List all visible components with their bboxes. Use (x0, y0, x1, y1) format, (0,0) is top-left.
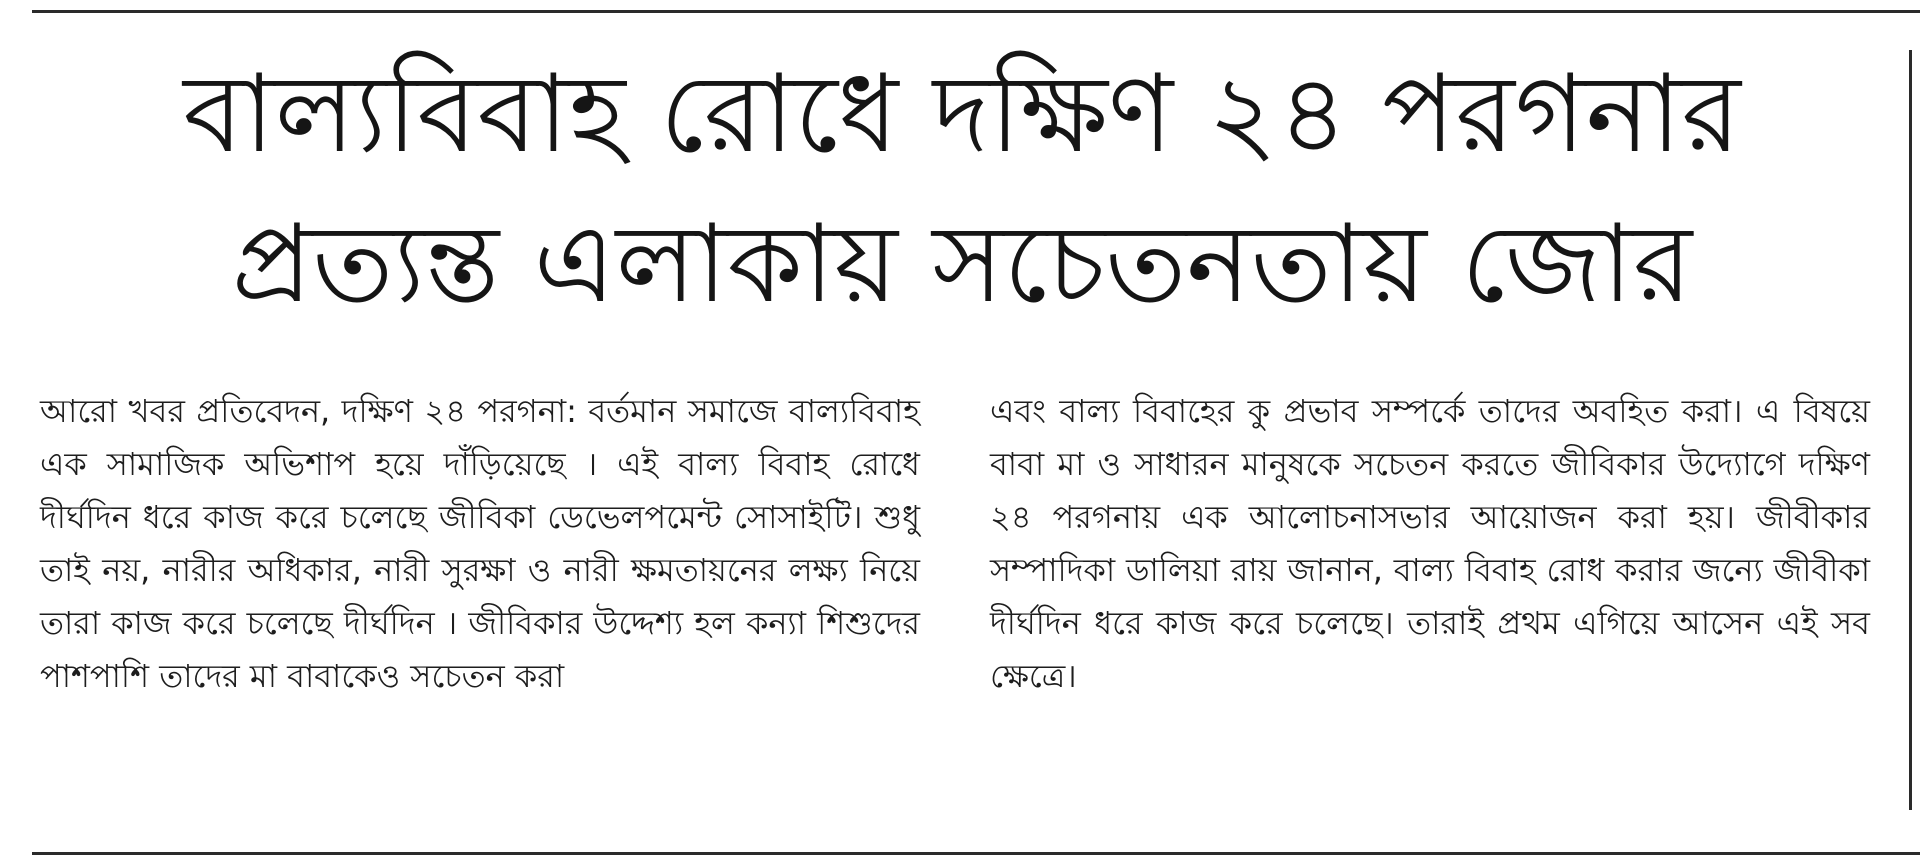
top-rule (32, 10, 1920, 13)
right-rule (1909, 50, 1912, 810)
article-column-left (40, 385, 920, 703)
column-left-text: আরো খবর প্রতিবেদন, দক্ষিণ ২৪ পরগনা: বর্তমান সমাজে বাল্যবিবাহ এক সামাজিক অভিশাপ হয়ে দাঁড়িয়েছে । এই বাল্য বিবাহ রোধে দীর্ঘদিন ধরে কাজ করে চলেছে জীবিকা ডেভেলপমেন্ট সোসাইটি। শুধু তাই নয়, নারীর অধিকার, নারী সুরক্ষা ও নারী ক্ষমতায়নের লক্ষ্য নিয়ে তারা কাজ করে চলেছে দীর্ঘদিন । জীবিকার উদ্দেশ্য হল কন্যা শিশুদের পাশপাশি তাদের মা বাবাকেও সচেতন করা (40, 392, 920, 695)
article-headline (32, 40, 1892, 340)
column-right-text: এবং বাল্য বিবাহের কু প্রভাব সম্পর্কে তাদের অবহিত করা। এ বিষয়ে বাবা মা ও সাধারন মানুষকে সচেতন করতে জীবিকার উদ্যোগে দক্ষিণ ২৪ পরগনায় এক আলোচনাসভার আয়োজন করা হয়। জীবীকার সম্পাদিকা ডালিয়া রায় জানান, বাল্য বিবাহ রোধ করার জন্যে জীবীকা দীর্ঘদিন ধরে কাজ করে চলেছে। তারাই প্রথম এগিয়ে আসেন এই সব ক্ষেত্রে। (990, 392, 1870, 695)
article-body (40, 385, 1880, 825)
headline-line-1: বাল্যবিবাহ রোধে দক্ষিণ ২৪ পরগনার (183, 52, 1741, 177)
bottom-rule (32, 852, 1920, 855)
article-column-right (990, 385, 1870, 703)
headline-line-2: প্রত্যন্ত এলাকায় সচেতনতায় জোর (231, 202, 1693, 327)
